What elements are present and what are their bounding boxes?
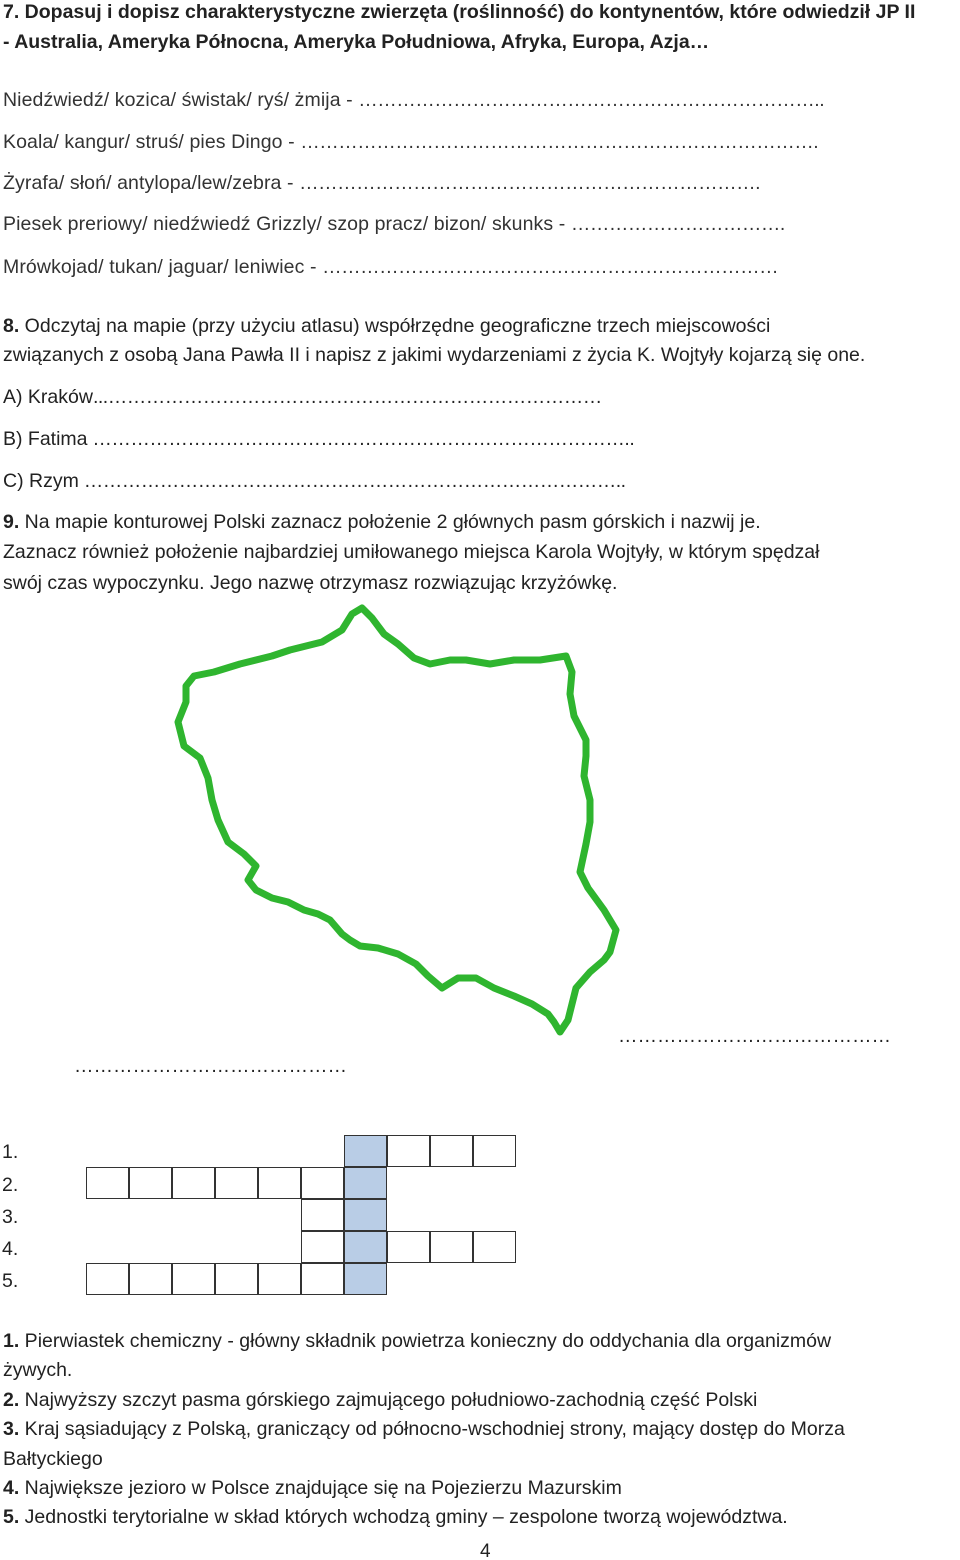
task8-item-krakow: A) Kraków...…………………………………………………………………… bbox=[3, 386, 602, 408]
task8-text-line2: związanych z osobą Jana Pawła II i napisz z jakimi wydarzeniami z życia K. Wojtyły kojarzą się one. bbox=[3, 344, 866, 366]
task8-number: 8. bbox=[3, 315, 20, 337]
clue-2: 2. Najwyższy szczyt pasma górskiego zajmującego południowo-zachodnią część Polski bbox=[3, 1389, 758, 1411]
task9-text-line3: swój czas wypoczynku. Jego nazwę otrzymasz rozwiązując krzyżówkę. bbox=[3, 572, 618, 594]
map-answer-blank-right[interactable]: …………………………………… bbox=[618, 1025, 891, 1047]
clue-3: 3. Kraj sąsiadujący z Polską, graniczący od północno-wschodniej strony, mający dostęp do Morza bbox=[3, 1418, 845, 1440]
crossword-solution-cell[interactable] bbox=[344, 1263, 387, 1295]
answer-blank[interactable]: ……………………………………………………………… bbox=[322, 256, 779, 278]
answer-blank[interactable]: ………………………………………………………………………….. bbox=[87, 428, 635, 450]
task7-line-south-america: Mrówkojad/ tukan/ jaguar/ leniwiec - ……………………………………………………………… bbox=[3, 256, 779, 278]
crossword-solution-cell[interactable] bbox=[344, 1167, 387, 1199]
answer-blank[interactable]: ...…………………………………………………………………… bbox=[92, 386, 602, 408]
answer-blank[interactable]: ………………………………………………………………………….. bbox=[78, 470, 626, 492]
task8-item-rzym: C) Rzym ………………………………………………………………………….. bbox=[3, 470, 626, 492]
crossword-solution-cell[interactable] bbox=[344, 1231, 387, 1263]
crossword-cell[interactable] bbox=[473, 1135, 516, 1167]
task7-title-line1: 7. Dopasuj i dopisz charakterystyczne zwierzęta (roślinność) do kontynentów, które odwiedził JP II bbox=[3, 1, 916, 23]
crossword-cell[interactable] bbox=[215, 1263, 258, 1295]
crossword-solution-cell[interactable] bbox=[344, 1135, 387, 1167]
answer-blank[interactable]: ………………………………………………………………………. bbox=[300, 131, 819, 153]
task8-text-line1: 8. Odczytaj na mapie (przy użyciu atlasu) współrzędne geograficzne trzech miejscowości bbox=[3, 315, 771, 337]
crossword-cell[interactable] bbox=[258, 1263, 301, 1295]
crossword-cell[interactable] bbox=[473, 1231, 516, 1263]
crossword-cell[interactable] bbox=[129, 1167, 172, 1199]
crossword-row-label-4: 4. bbox=[2, 1238, 19, 1260]
clue-5: 5. Jednostki terytorialne w skład których wchodzą gminy – zespolone tworzą województwa. bbox=[3, 1506, 788, 1528]
answer-blank[interactable]: ………………………………………………………………. bbox=[299, 172, 761, 194]
crossword-cell[interactable] bbox=[86, 1263, 129, 1295]
crossword-cell[interactable] bbox=[301, 1263, 344, 1295]
crossword-cell[interactable] bbox=[430, 1231, 473, 1263]
map-answer-blank-left[interactable]: …………………………………… bbox=[74, 1055, 347, 1077]
task7-title-line2: - Australia, Ameryka Północna, Ameryka Południowa, Afryka, Europa, Azja… bbox=[3, 31, 710, 53]
clue-4: 4. Największe jezioro w Polsce znajdujące się na Pojezierzu Mazurskim bbox=[3, 1477, 622, 1499]
clue-1: 1. Pierwiastek chemiczny - główny składnik powietrza konieczny do oddychania dla organizmów bbox=[3, 1330, 832, 1352]
clue-1-continued: żywych. bbox=[3, 1359, 73, 1381]
crossword-solution-cell[interactable] bbox=[344, 1199, 387, 1231]
crossword-cell[interactable] bbox=[172, 1263, 215, 1295]
crossword-cell[interactable] bbox=[301, 1199, 344, 1231]
task7-line-australia: Koala/ kangur/ struś/ pies Dingo - ………………………………………………………………………. bbox=[3, 131, 819, 153]
crossword-cell[interactable] bbox=[86, 1167, 129, 1199]
crossword-row-label-3: 3. bbox=[2, 1206, 19, 1228]
crossword-cell[interactable] bbox=[430, 1135, 473, 1167]
task9-text-line1: 9. Na mapie konturowej Polski zaznacz położenie 2 głównych pasm górskich i nazwij je. bbox=[3, 511, 761, 533]
crossword-cell[interactable] bbox=[387, 1135, 430, 1167]
task7-line-europe: Niedźwiedź/ kozica/ świstak/ ryś/ żmija - ……………………………………………………………….. bbox=[3, 89, 825, 111]
task8-item-fatima: B) Fatima ………………………………………………………………………….. bbox=[3, 428, 635, 450]
crossword-cell[interactable] bbox=[387, 1231, 430, 1263]
page-number: 4 bbox=[480, 1541, 491, 1560]
crossword-cell[interactable] bbox=[301, 1167, 344, 1199]
crossword-row-label-1: 1. bbox=[2, 1141, 19, 1163]
task9-text-line2: Zaznacz również położenie najbardziej umiłowanego miejsca Karola Wojtyły, w którym spędzał bbox=[3, 541, 820, 563]
task7-line-north-america: Piesek preriowy/ niedźwiedź Grizzly/ szop pracz/ bizon/ skunks - ……………………………. bbox=[3, 213, 785, 235]
crossword-cell[interactable] bbox=[258, 1167, 301, 1199]
task7-line-africa: Żyrafa/ słoń/ antylopa/lew/zebra - ………………………………………………………………. bbox=[3, 172, 761, 194]
clue-3-continued: Bałtyckiego bbox=[3, 1448, 103, 1470]
poland-border-outline[interactable] bbox=[178, 608, 616, 1032]
crossword-cell[interactable] bbox=[301, 1231, 344, 1263]
crossword-row-label-2: 2. bbox=[2, 1174, 19, 1196]
crossword-cell[interactable] bbox=[215, 1167, 258, 1199]
answer-blank[interactable]: ……………………………………………………………….. bbox=[358, 89, 825, 111]
task7-number: 7. bbox=[3, 1, 20, 23]
answer-blank[interactable]: ……………………………. bbox=[570, 213, 785, 235]
crossword-cell[interactable] bbox=[129, 1263, 172, 1295]
task9-number: 9. bbox=[3, 511, 20, 533]
crossword-row-label-5: 5. bbox=[2, 1270, 19, 1292]
crossword-cell[interactable] bbox=[172, 1167, 215, 1199]
